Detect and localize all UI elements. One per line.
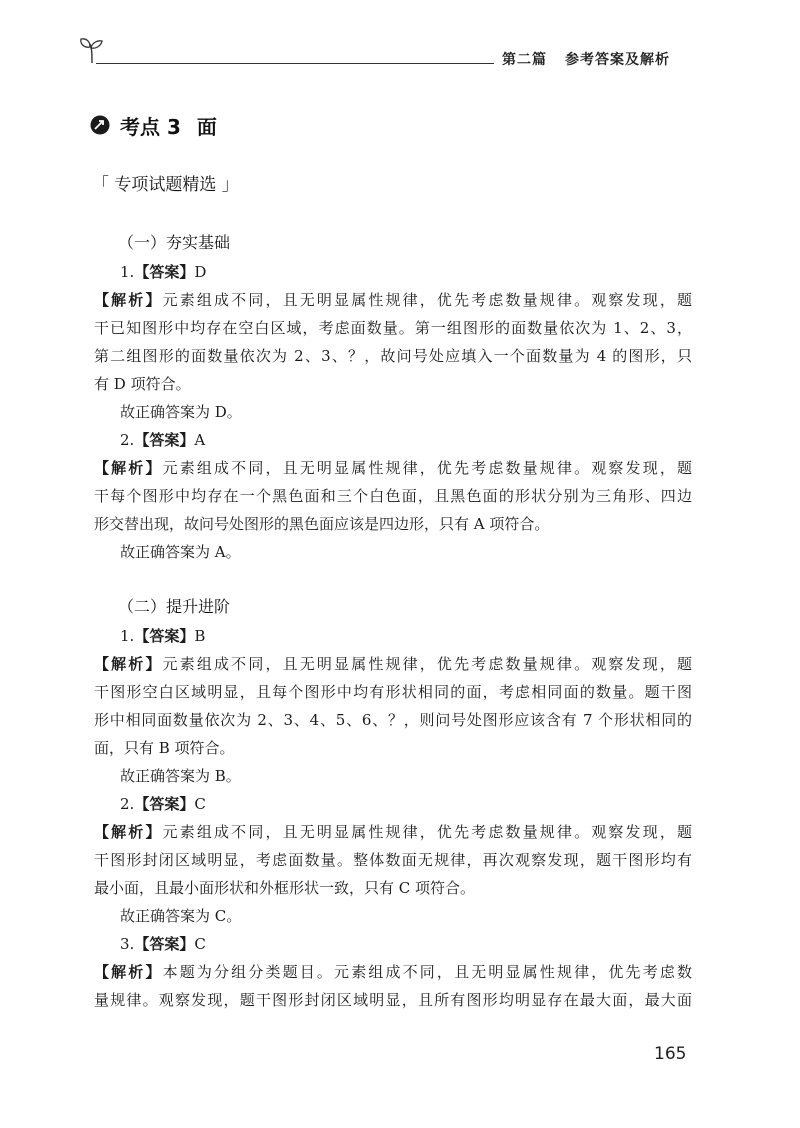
- group-heading-1: （一）夯实基础: [118, 233, 231, 252]
- section-badge-icon: [90, 115, 110, 135]
- analysis-line: 【解析】元素组成不同，且无明显属性规律，优先考虑数量规律。观察发现，题: [94, 291, 692, 309]
- analysis-line: 最小面，且最小面形状和外框形状一致，只有 C 项符合。: [94, 879, 476, 897]
- analysis-line: 有 D 项符合。: [94, 375, 191, 393]
- analysis-line: 干图形空白区域明显，且每个图形中均有形状相同的面，考虑相同面的数量。题干图: [94, 683, 692, 701]
- header-title: 参考答案及解析: [565, 52, 670, 68]
- answer-line-1-1: 1.【答案】D: [120, 263, 207, 281]
- analysis-line: 形中相同面数量依次为 2、3、4、5、6、？，则问号处图形应该含有 7 个形状相同的: [94, 711, 692, 729]
- header-part: 第二篇: [502, 52, 547, 68]
- answer-line-1-2: 2.【答案】A: [120, 431, 206, 449]
- conclusion-line: 故正确答案为 A。: [120, 543, 241, 561]
- analysis-line: 【解析】本题为分组分类题目。元素组成不同，且无明显属性规律，优先考虑数: [94, 963, 692, 981]
- analysis-line: 形交替出现，故问号处图形的黑色面应该是四边形，只有 A 项符合。: [94, 515, 550, 533]
- group-heading-2: （二）提升进阶: [118, 597, 231, 616]
- conclusion-line: 故正确答案为 D。: [120, 403, 242, 421]
- answer-line-2-2: 2.【答案】C: [120, 795, 206, 813]
- analysis-line: 【解析】元素组成不同，且无明显属性规律，优先考虑数量规律。观察发现，题: [94, 655, 692, 673]
- header-rule: [96, 63, 494, 64]
- section-label: 考点 3: [120, 114, 181, 139]
- answer-line-2-3: 3.【答案】C: [120, 935, 206, 953]
- conclusion-line: 故正确答案为 B。: [120, 767, 241, 785]
- analysis-line: 【解析】元素组成不同，且无明显属性规律，优先考虑数量规律。观察发现，题: [94, 823, 692, 841]
- page-number: 165: [654, 1044, 687, 1064]
- analysis-line: 【解析】元素组成不同，且无明显属性规律，优先考虑数量规律。观察发现，题: [94, 459, 692, 477]
- section-title: [90, 110, 217, 140]
- analysis-line: 干每个图形中均存在一个黑色面和三个白色面，且黑色面的形状分别为三角形、四边: [94, 487, 692, 505]
- analysis-line: 干图形封闭区域明显，考虑面数量。整体数面无规律，再次观察发现，题干图形均有: [94, 851, 692, 869]
- analysis-line: 第二组图形的面数量依次为 2、3、？，故问号处应填入一个面数量为 4 的图形，只: [94, 347, 692, 365]
- section-topic: 面: [196, 114, 217, 139]
- analysis-line: 干已知图形中均存在空白区域，考虑面数量。第一组图形的面数量依次为 1、2、3，: [94, 319, 692, 337]
- analysis-line: 量规律。观察发现，题干图形封闭区域明显，且所有图形均明显存在最大面，最大面: [94, 991, 692, 1009]
- running-header: [502, 49, 670, 69]
- sprout-logo-icon: [78, 35, 106, 65]
- conclusion-line: 故正确答案为 C。: [120, 907, 242, 925]
- analysis-line: 面，只有 B 项符合。: [94, 739, 235, 757]
- bracket-heading: 「 专项试题精选 」: [92, 175, 239, 195]
- answer-line-2-1: 1.【答案】B: [120, 627, 206, 645]
